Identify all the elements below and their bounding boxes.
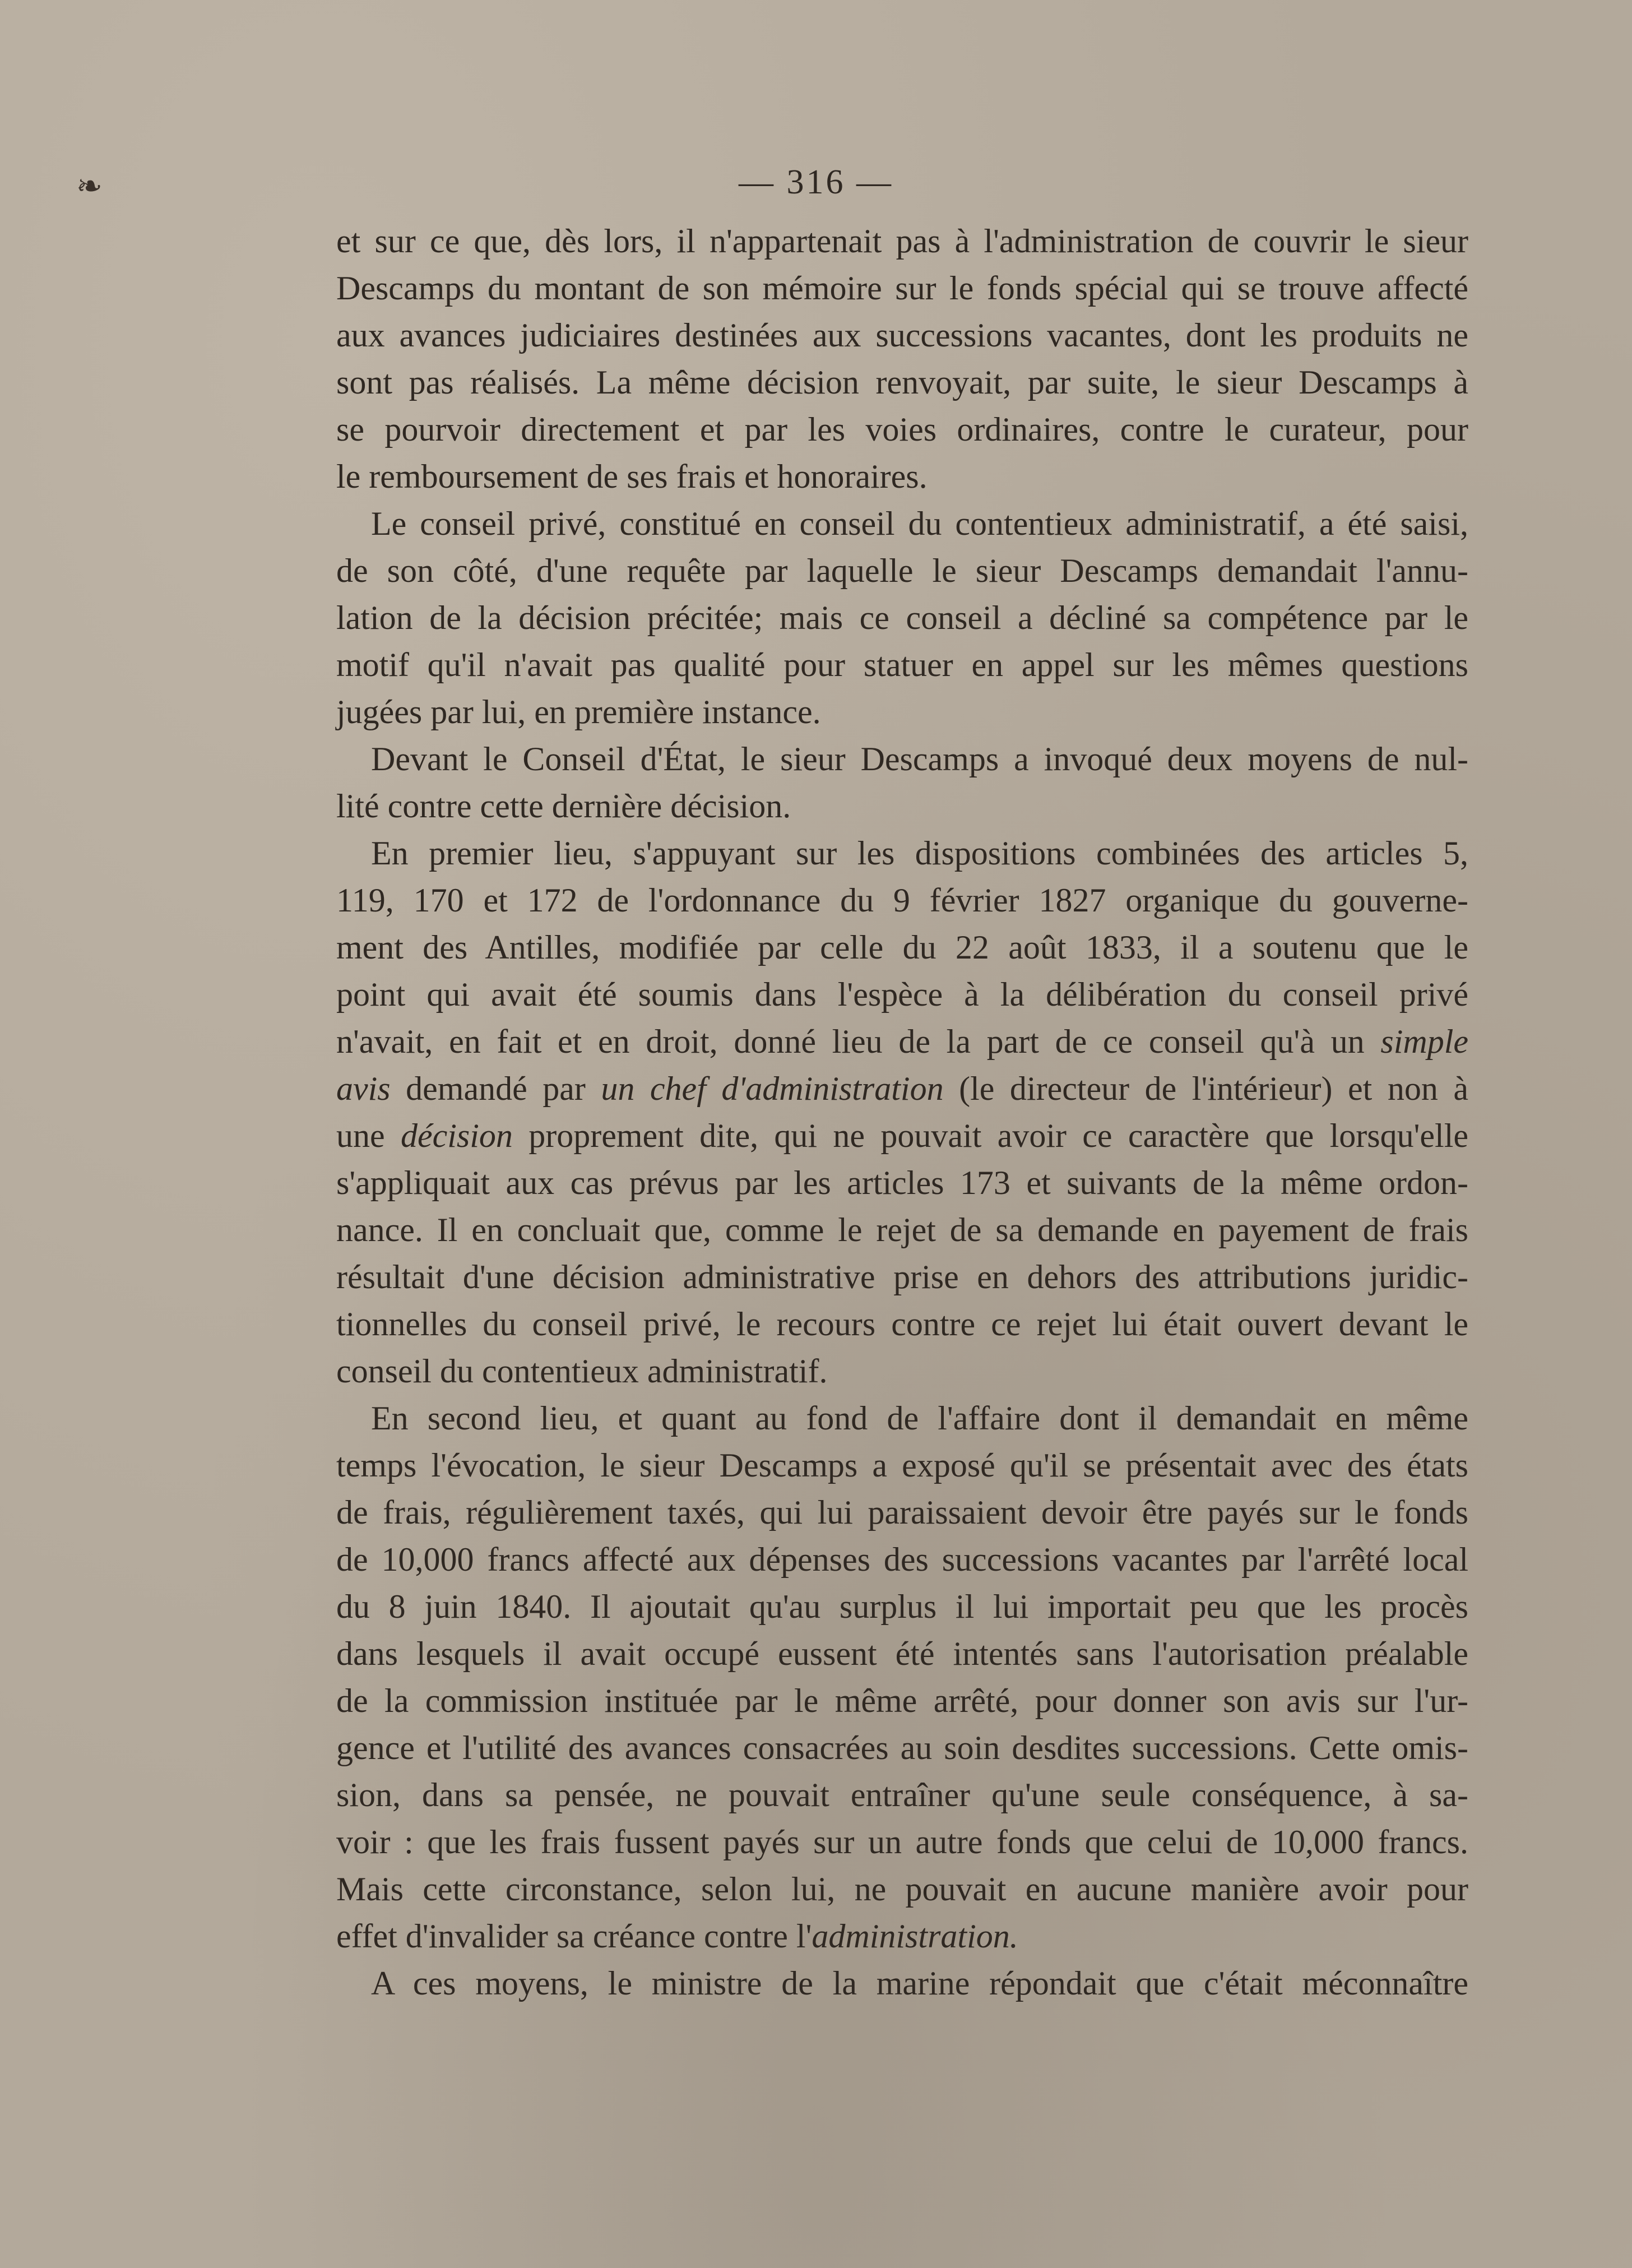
italic-run: décision [400,1117,513,1154]
text-line: et sur ce que, dès lors, il n'appartenait pas à l'administration de couvrir le sieur [336,223,1468,260]
text-line: lation de la décision précitée; mais ce conseil a décliné sa compétence par le [336,599,1468,636]
text-line: tionnelles du conseil privé, le recours contre ce rejet lui était ouvert devant le [336,1306,1468,1343]
italic-run: simple [1380,1023,1468,1060]
text-line: aux avances judiciaires destinées aux successions vacantes, dont les produits ne [336,317,1468,354]
text-line: conseil du contentieux administratif. [336,1353,828,1390]
text-line: de la commission instituée par le même arrêté, pour donner son avis sur l'ur- [336,1682,1468,1719]
text-line: résultait d'une décision administrative prise en dehors des attributions juridic- [336,1258,1468,1295]
text-line: gence et l'utilité des avances consacrées au soin desdites successions. Cette omis- [336,1729,1468,1766]
italic-run: un chef d'administration [601,1070,944,1107]
text-line: Mais cette circonstance, selon lui, ne pouvait en aucune manière avoir pour [336,1871,1468,1908]
text-line: de frais, régulièrement taxés, qui lui paraissaient devoir être payés sur le fonds [336,1494,1468,1531]
text-line: motif qu'il n'avait pas qualité pour statuer en appel sur les mêmes questions [336,646,1468,683]
text-line: nance. Il en concluait que, comme le rejet de sa demande en payement de frais [336,1211,1468,1248]
italic-run: administration. [812,1918,1018,1955]
text-line: lité contre cette dernière décision. [336,788,791,825]
text-line: Devant le Conseil d'État, le sieur Descamps a invoqué deux moyens de nul- [371,740,1468,777]
margin-mark: ❧ [76,169,103,204]
text-line: sion, dans sa pensée, ne pouvait entraîner qu'une seule conséquence, à sa- [336,1776,1468,1813]
text-line: Le conseil privé, constitué en conseil du contentieux administratif, a été saisi, [371,505,1468,542]
text-line: s'appliquait aux cas prévus par les articles 173 et suivants de la même ordon- [336,1164,1468,1201]
text-line: se pourvoir directement et par les voies ordinaires, contre le curateur, pour [336,411,1468,448]
text-run: demandé par [390,1070,601,1107]
text-line: le remboursement de ses frais et honoraires. [336,458,928,495]
text-line [336,1065,1468,1112]
text-run: (le directeur de l'intérieur) et non à [943,1070,1468,1107]
text-line: temps l'évocation, le sieur Descamps a exposé qu'il se présentait avec des états [336,1447,1468,1484]
text-line: de 10,000 francs affecté aux dépenses des successions vacantes par l'arrêté local [336,1541,1468,1578]
page-number: — 316 — [739,163,893,201]
text-line: jugées par lui, en première instance. [336,693,821,730]
text-line [336,1112,1468,1159]
text-line: sont pas réalisés. La même décision renvoyait, par suite, le sieur Descamps à [336,364,1468,401]
body-text [336,217,1468,2007]
text-run: effet d'invalider sa créance contre l' [336,1918,812,1955]
text-line: En second lieu, et quant au fond de l'affaire dont il demandait en même [371,1400,1468,1437]
text-line: point qui avait été soumis dans l'espèce à la délibération du conseil privé [336,976,1468,1013]
text-run: proprement dite, qui ne pouvait avoir ce caractère que lorsqu'elle [512,1117,1468,1154]
text-line: 119, 170 et 172 de l'ordonnance du 9 février 1827 organique du gouverne- [336,882,1468,919]
text-line: En premier lieu, s'appuyant sur les dispositions combinées des articles 5, [371,835,1468,872]
text-run: une [336,1117,401,1154]
text-line: A ces moyens, le ministre de la marine répondait que c'était méconnaître [371,1965,1468,2002]
text-line [336,1018,1468,1065]
text-line: du 8 juin 1840. Il ajoutait qu'au surplus il lui importait peu que les procès [336,1588,1468,1625]
text-line: voir : que les frais fussent payés sur un autre fonds que celui de 10,000 francs. [336,1823,1468,1860]
text-line [336,1913,1468,1960]
text-line: de son côté, d'une requête par laquelle le sieur Descamps demandait l'annu- [336,552,1468,589]
text-line: Descamps du montant de son mémoire sur le fonds spécial qui se trouve affecté [336,270,1468,307]
text-line: ment des Antilles, modifiée par celle du 22 août 1833, il a soutenu que le [336,929,1468,966]
italic-run: avis [336,1070,391,1107]
text-line: dans lesquels il avait occupé eussent été intentés sans l'autorisation préalable [336,1635,1468,1672]
text-run: n'avait, en fait et en droit, donné lieu de la part de ce conseil qu'à un [336,1023,1381,1060]
